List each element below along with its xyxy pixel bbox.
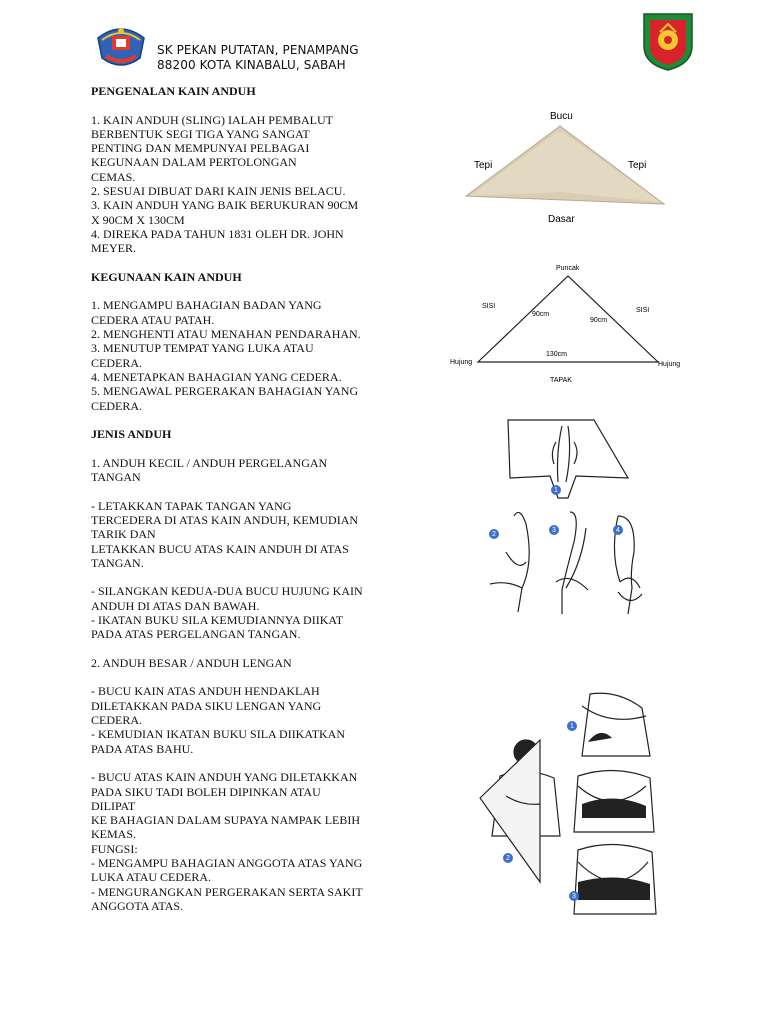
text-line: TANGAN xyxy=(91,470,141,485)
text-line: ANDUH DI ATAS DAN BAWAH. xyxy=(91,598,260,613)
section-heading: PENGENALAN KAIN ANDUH xyxy=(91,84,256,98)
text-line: CEDERA. xyxy=(91,398,142,413)
label-hujung-left: Hujung xyxy=(450,359,473,366)
text-line: FUNGSI: xyxy=(91,841,138,856)
text-line: CEDERA. xyxy=(91,355,142,370)
step-number: 2 xyxy=(506,855,510,862)
text-line: 1. KAIN ANDUH (SLING) IALAH PEMBALUT xyxy=(91,112,333,127)
text-line: X 90CM X 130CM xyxy=(91,212,185,227)
label-dasar: Dasar xyxy=(548,214,575,225)
label-hujung-right: Hujung xyxy=(658,361,681,368)
text-line: - MENGAMPU BAHAGIAN ANGGOTA ATAS YANG xyxy=(91,856,363,871)
text-line: MEYER. xyxy=(91,241,136,256)
text-line: PENTING DAN MEMPUNYAI PELBAGAI xyxy=(91,141,310,156)
label-90cm-left: 90cm xyxy=(532,311,550,318)
label-sisi-left: SISI xyxy=(482,303,496,310)
text-line: 5. MENGAWAL PERGERAKAN BAHAGIAN YANG xyxy=(91,384,359,399)
text-line: 3. KAIN ANDUH YANG BAIK BERUKURAN 90CM xyxy=(91,198,359,213)
text-line: KE BAHAGIAN DALAM SUPAYA NAMPAK LEBIH xyxy=(91,813,361,828)
label-bucu: Bucu xyxy=(550,111,573,122)
label-tepi-left: Tepi xyxy=(474,160,493,171)
section-heading: KEGUNAAN KAIN ANDUH xyxy=(91,269,242,284)
text-line: LUKA ATAU CEDERA. xyxy=(91,870,212,885)
step-number: 1 xyxy=(554,487,558,494)
text-line: - BUCU KAIN ATAS ANDUH HENDAKLAH xyxy=(91,684,320,699)
text-line: LETAKKAN BUCU ATAS KAIN ANDUH DI ATAS xyxy=(91,541,349,556)
hand-sling-steps-figure xyxy=(470,412,674,630)
text-line: 4. DIREKA PADA TAHUN 1831 OLEH DR. JOHN xyxy=(91,226,344,241)
text-line: KEMAS. xyxy=(91,827,137,842)
school-name: SK PEKAN PUTATAN, PENAMPANG xyxy=(157,43,359,57)
school-address: 88200 KOTA KINABALU, SABAH xyxy=(157,58,346,72)
text-line: - LETAKKAN TAPAK TANGAN YANG xyxy=(91,498,292,513)
text-line: 2. ANDUH BESAR / ANDUH LENGAN xyxy=(91,655,292,670)
label-sisi-right: SISI xyxy=(636,307,650,314)
step-number: 1 xyxy=(570,723,574,730)
label-tepi-right: Tepi xyxy=(628,160,647,171)
text-line: ANGGOTA ATAS. xyxy=(91,898,184,913)
text-line: 2. MENGHENTI ATAU MENAHAN PENDARAHAN. xyxy=(91,327,361,342)
text-line: BERBENTUK SEGI TIGA YANG SANGAT xyxy=(91,126,310,141)
school-header xyxy=(157,43,359,73)
label-90cm-right: 90cm xyxy=(590,317,608,324)
text-line: KEGUNAAN DALAM PERTOLONGAN xyxy=(91,155,297,170)
step-number: 3 xyxy=(572,893,576,900)
state-crest-logo xyxy=(640,10,696,72)
step-number: 4 xyxy=(616,527,620,534)
text-line: 3. MENUTUP TEMPAT YANG LUKA ATAU xyxy=(91,341,314,356)
text-line: CEDERA ATAU PATAH. xyxy=(91,312,215,327)
text-line: CEMAS. xyxy=(91,169,136,184)
sling-parts-figure xyxy=(460,104,672,228)
text-line: TERCEDERA DI ATAS KAIN ANDUH, KEMUDIAN xyxy=(91,512,359,527)
text-line: DILIPAT xyxy=(91,798,136,813)
text-line: 2. SESUAI DIBUAT DARI KAIN JENIS BELACU. xyxy=(91,184,346,199)
text-line: TARIK DAN xyxy=(91,527,156,542)
text-line: - BUCU ATAS KAIN ANDUH YANG DILETAKKAN xyxy=(91,770,358,785)
arm-sling-steps-figure xyxy=(470,686,666,924)
label-tapak: TAPAK xyxy=(550,377,572,384)
text-line: PADA ATAS BAHU. xyxy=(91,741,194,756)
text-line: - SILANGKAN KEDUA-DUA BUCU HUJUNG KAIN xyxy=(91,584,363,599)
step-number: 3 xyxy=(552,527,556,534)
text-line: - MENGURANGKAN PERGERAKAN SERTA SAKIT xyxy=(91,884,363,899)
text-line: 4. MENETAPKAN BAHAGIAN YANG CEDERA. xyxy=(91,369,342,384)
text-line: CEDERA. xyxy=(91,713,142,728)
text-line: PADA ATAS PERGELANGAN TANGAN. xyxy=(91,627,301,642)
text-line: 1. MENGAMPU BAHAGIAN BADAN YANG xyxy=(91,298,322,313)
text-line: DILETAKKAN PADA SIKU LENGAN YANG xyxy=(91,698,322,713)
text-line: - IKATAN BUKU SILA KEMUDIANNYA DIIKAT xyxy=(91,612,344,627)
section-heading: JENIS ANDUH xyxy=(91,427,172,442)
content-column xyxy=(91,84,366,913)
label-puncak: Puncak xyxy=(556,265,580,272)
text-line: TANGAN. xyxy=(91,555,144,570)
step-number: 2 xyxy=(492,531,496,538)
text-line: PADA SIKU TADI BOLEH DIPINKAN ATAU xyxy=(91,784,321,799)
label-130cm: 130cm xyxy=(546,351,568,358)
sling-dimensions-figure xyxy=(446,260,694,390)
text-line: - KEMUDIAN IKATAN BUKU SILA DIIKATKAN xyxy=(91,727,346,742)
text-line: 1. ANDUH KECIL / ANDUH PERGELANGAN xyxy=(91,455,328,470)
school-logo xyxy=(92,18,150,72)
